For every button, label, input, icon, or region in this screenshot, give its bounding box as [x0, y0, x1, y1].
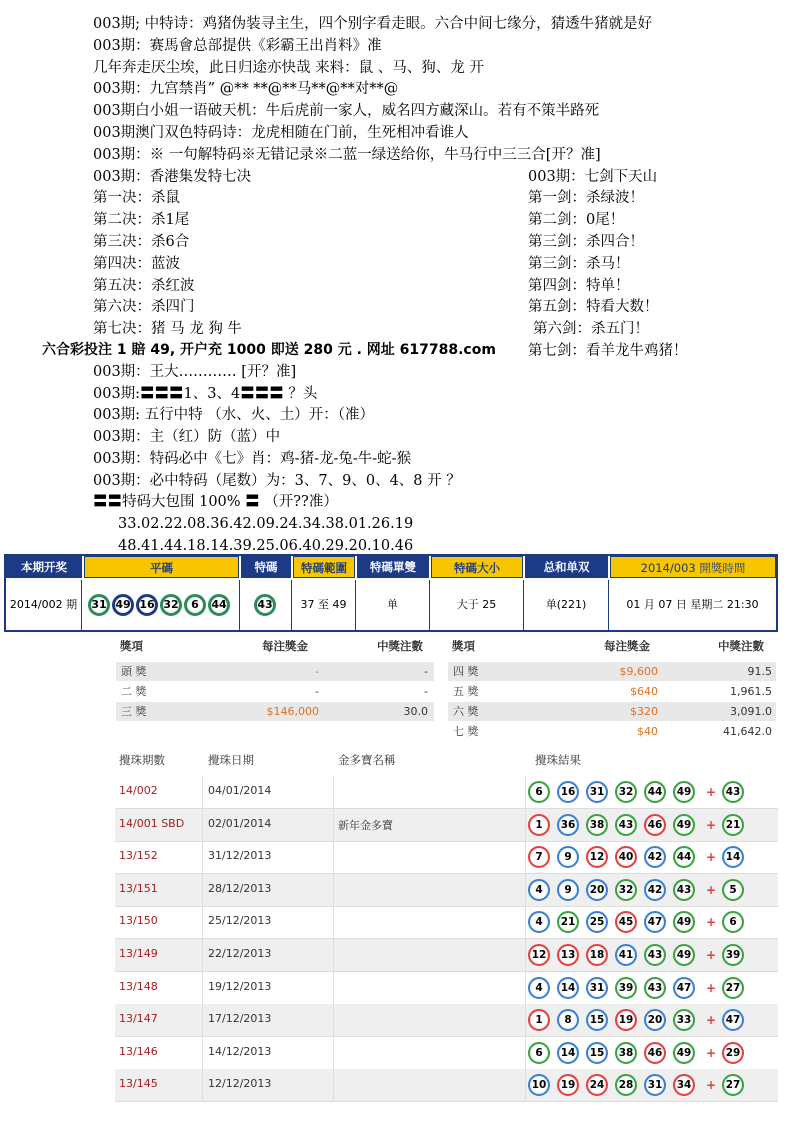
result-ball: 4: [528, 977, 550, 999]
result-ball: 7: [528, 846, 550, 868]
right-text-line: 第五剑：特看大数！: [528, 299, 659, 315]
history-row: [115, 809, 778, 842]
prize-header: 每注獎金: [262, 639, 308, 653]
history-period[interactable]: 14/002: [119, 784, 158, 797]
prize-row: [448, 662, 776, 681]
header-draw-time: 2014/003 開獎時間: [610, 556, 776, 578]
right-text-line: 第三剑：杀马！: [528, 256, 630, 272]
prize-count: 91.5: [747, 665, 772, 678]
history-period[interactable]: 13/148: [119, 979, 158, 993]
result-ball: 20: [644, 1009, 666, 1031]
right-text-line: 第一剑：杀绿波！: [528, 190, 644, 206]
text-line: 第二决：杀1尾: [93, 212, 190, 228]
prize-count: 30.0: [403, 705, 428, 718]
history-row: [115, 841, 778, 874]
result-ball: 10: [528, 1074, 550, 1096]
result-ball: 32: [615, 781, 637, 803]
result-ball: 43: [615, 814, 637, 836]
right-text-line: 第六剑：杀五门！: [533, 321, 649, 337]
history-row: [115, 776, 778, 809]
result-ball: 21: [557, 911, 579, 933]
plus-sign: +: [706, 915, 717, 930]
history-header-date: 攪珠日期: [208, 753, 254, 767]
history-row: [115, 972, 778, 1005]
right-text-line: 第三剑：杀四合！: [528, 234, 644, 250]
result-ball: 31: [644, 1074, 666, 1096]
column-divider: [333, 972, 334, 1004]
prize-amount: $146,000: [266, 705, 319, 718]
text-line: 003期：必中特码（尾数）为：3、7、9、0、4、8 开 ？: [93, 473, 461, 489]
column-divider: [202, 776, 203, 808]
history-header-name: 金多寶名稱: [338, 753, 396, 767]
history-row: [115, 1037, 778, 1070]
text-line: 003期：九宫禁肖” @** **@**马**@**对**@: [93, 81, 399, 97]
text-line: 几年奔走厌尘埃，此日归途亦快哉 来料：鼠 、马、狗、龙 开: [93, 60, 484, 76]
column-divider: [202, 841, 203, 873]
plus-sign: +: [706, 785, 717, 799]
column-divider: [525, 972, 526, 1004]
special-result-ball: 27: [722, 977, 744, 999]
text-line: 003期：香港集发特七决: [93, 169, 252, 185]
history-period[interactable]: 13/149: [119, 947, 158, 960]
result-ball: 13: [557, 944, 579, 966]
result-ball: 25: [586, 911, 608, 933]
header-range: 特碼範圍: [293, 556, 355, 578]
prize-header: 中獎注數: [377, 639, 423, 653]
text-line: 003期澳门双色特码诗：龙虎相随在门前，生死相冲看谁人: [93, 125, 469, 141]
column-divider: [525, 841, 526, 873]
result-ball: 42: [644, 879, 666, 901]
history-date: 22/12/2013: [208, 947, 272, 960]
text-line: 第三决：杀6合: [93, 234, 190, 250]
header-odd-even: 特碼單雙: [357, 556, 429, 578]
history-row: [115, 1069, 778, 1102]
history-period[interactable]: 13/150: [119, 914, 158, 928]
result-ball: 1: [528, 1009, 550, 1031]
result-ball: 12: [586, 846, 608, 868]
special-result-ball: 6: [722, 911, 744, 933]
result-ball: 20: [586, 879, 608, 901]
result-ball: 14: [557, 977, 579, 999]
result-ball: 1: [528, 814, 550, 836]
plus-sign: +: [706, 1078, 717, 1093]
history-date: 14/12/2013: [208, 1044, 272, 1058]
column-divider: [333, 939, 334, 971]
result-ball: 4: [528, 911, 550, 933]
column-divider: [525, 776, 526, 808]
history-name: 新年金多寶: [338, 818, 393, 832]
special-ball-cell: [240, 580, 292, 630]
column-divider: [333, 1037, 334, 1069]
prize-header: 每注獎金: [604, 639, 650, 653]
prize-row: [448, 682, 776, 701]
result-ball: 34: [673, 1074, 695, 1096]
text-line: 第四决：蓝波: [93, 256, 180, 272]
prize-amount: $320: [630, 705, 658, 718]
column-divider: [333, 809, 334, 841]
ball: 6: [184, 594, 206, 616]
header-sum: 总和单双: [525, 556, 608, 578]
text-line: 第五决：杀红波: [93, 278, 195, 294]
text-line: 003期：赛馬會总部提供《彩霸王出肖料》准: [93, 38, 382, 54]
history-date: 02/01/2014: [208, 816, 272, 830]
result-ball: 28: [615, 1074, 637, 1096]
column-divider: [202, 939, 203, 971]
special-size: 大于 25: [430, 580, 524, 630]
column-divider: [202, 1004, 203, 1036]
history-period[interactable]: 14/001 SBD: [119, 816, 185, 830]
special-result-ball: 14: [722, 846, 744, 868]
regular-balls: [82, 580, 240, 630]
column-divider: [525, 1004, 526, 1036]
result-ball: 38: [586, 814, 608, 836]
column-divider: [525, 939, 526, 971]
prize-amount: $640: [630, 685, 658, 698]
history-header-result: 攪珠結果: [535, 753, 581, 767]
promo-banner[interactable]: 六合彩投注 1 賠 49, 开户充 1000 即送 280 元 . 网址 617788.com: [42, 342, 496, 358]
result-ball: 49: [673, 1042, 695, 1064]
history-period[interactable]: 13/152: [119, 849, 158, 863]
number-line: 33.02.22.08.36.42.09.24.34.38.01.26.19: [118, 516, 414, 532]
history-date: 04/01/2014: [208, 784, 272, 797]
prize-name: 七 獎: [453, 725, 479, 738]
result-ball: 49: [673, 781, 695, 803]
column-divider: [525, 809, 526, 841]
prize-header: 中獎注數: [718, 639, 764, 653]
prize-count: 1,961.5: [730, 685, 772, 698]
special-result-ball: 43: [722, 781, 744, 803]
prize-amount: $9,600: [619, 665, 658, 678]
special-odd-even: 单: [356, 580, 430, 630]
result-ball: 16: [557, 781, 579, 803]
plus-sign: +: [706, 1013, 717, 1028]
text-line: 第七决：猪 马 龙 狗 牛: [93, 321, 242, 337]
history-date: 25/12/2013: [208, 914, 272, 928]
column-divider: [525, 1037, 526, 1069]
result-ball: 24: [586, 1074, 608, 1096]
column-divider: [202, 906, 203, 938]
plus-sign: +: [706, 850, 717, 865]
ball: 44: [208, 594, 230, 616]
result-ball: 8: [557, 1009, 579, 1031]
result-ball: 44: [644, 781, 666, 803]
text-line: 003期; 中特诗：鸡猪伪装寻主生，四个别字看走眼。六合中间七缘分，猜透牛猪就是好: [93, 16, 653, 32]
prize-count: 41,642.0: [723, 725, 772, 738]
right-text-line: 第二剑：0尾！: [528, 212, 625, 228]
right-text-line: 003期：七剑下天山: [528, 169, 658, 185]
result-ball: 42: [644, 846, 666, 868]
right-text-line: 第七剑：看羊龙牛鸡猪！: [528, 343, 688, 359]
result-ball: 45: [615, 911, 637, 933]
text-line: 003期:〓〓〓1、3、4〓〓〓 ？头: [93, 386, 318, 402]
ball: 16: [136, 594, 158, 616]
result-ball: 49: [673, 911, 695, 933]
history-row: [115, 874, 778, 907]
prize-count: 3,091.0: [730, 705, 772, 718]
draw-period: 2014/002 期: [6, 580, 82, 630]
history-row: [115, 906, 778, 939]
result-ball: 41: [615, 944, 637, 966]
history-row: [115, 1004, 778, 1037]
result-ball: 43: [644, 944, 666, 966]
ball: 49: [112, 594, 134, 616]
column-divider: [202, 874, 203, 906]
special-result-ball: 29: [722, 1042, 744, 1064]
history-date: 19/12/2013: [208, 979, 272, 993]
result-ball: 44: [673, 846, 695, 868]
special-ball: 43: [254, 594, 276, 616]
result-ball: 40: [615, 846, 637, 868]
history-date: 28/12/2013: [208, 881, 272, 895]
header-regular: 平碼: [84, 556, 239, 578]
header-special: 特碼: [241, 556, 291, 578]
special-range: 37 至 49: [292, 580, 356, 630]
column-divider: [333, 841, 334, 873]
header-current-draw: 本期开奖: [6, 556, 82, 578]
text-line: 003期：王大………… [开？准]: [93, 364, 297, 380]
result-ball: 49: [673, 944, 695, 966]
prize-amount: -: [315, 665, 319, 678]
result-ball: 9: [557, 846, 579, 868]
column-divider: [333, 874, 334, 906]
history-period[interactable]: 13/146: [119, 1044, 158, 1058]
result-ball: 6: [528, 1042, 550, 1064]
history-row: [115, 939, 778, 972]
prize-row: [116, 702, 434, 721]
result-ball: 6: [528, 781, 550, 803]
prize-name: 五 獎: [453, 685, 479, 698]
prize-count: -: [424, 685, 428, 698]
special-result-ball: 27: [722, 1074, 744, 1096]
result-ball: 47: [644, 911, 666, 933]
prize-count: -: [424, 665, 428, 678]
column-divider: [202, 809, 203, 841]
text-line: 003期: 五行中特 （水、火、土）开：（准）: [93, 407, 375, 423]
column-divider: [333, 1004, 334, 1036]
text-line: 第六决：杀四门: [93, 299, 195, 315]
text-line: 003期：主（红）防（蓝）中: [93, 429, 281, 445]
column-divider: [525, 1069, 526, 1101]
column-divider: [333, 776, 334, 808]
prize-amount: $40: [637, 725, 658, 738]
history-period[interactable]: 13/147: [119, 1012, 158, 1026]
result-ball: 46: [644, 1042, 666, 1064]
result-ball: 31: [586, 781, 608, 803]
prize-amount: -: [315, 685, 319, 698]
column-divider: [525, 906, 526, 938]
prize-row: [448, 722, 776, 741]
column-divider: [333, 906, 334, 938]
result-ball: 49: [673, 814, 695, 836]
result-ball: 9: [557, 879, 579, 901]
header-size: 特碼大小: [431, 556, 523, 578]
prize-row: [116, 662, 434, 681]
history-date: 17/12/2013: [208, 1012, 272, 1026]
result-ball: 4: [528, 879, 550, 901]
history-period[interactable]: 13/145: [119, 1077, 158, 1091]
ball: 32: [160, 594, 182, 616]
right-text-line: 第四剑：特单！: [528, 278, 630, 294]
result-ball: 19: [615, 1009, 637, 1031]
prize-name: 四 獎: [453, 665, 479, 678]
column-divider: [202, 1069, 203, 1101]
sum-odd-even: 单(221): [524, 580, 609, 630]
history-period[interactable]: 13/151: [119, 881, 158, 895]
special-result-ball: 47: [722, 1009, 744, 1031]
text-line: 〓〓特码大包围 100% 〓 （开??准）: [93, 494, 338, 510]
text-line: 003期白小姐一语破天机：牛后虎前一家人，威名四方藏深山。若有不策半路死: [93, 103, 600, 119]
text-line: 第一决：杀鼠: [93, 190, 180, 206]
result-ball: 14: [557, 1042, 579, 1064]
column-divider: [202, 972, 203, 1004]
column-divider: [525, 874, 526, 906]
result-ball: 18: [586, 944, 608, 966]
result-ball: 15: [586, 1009, 608, 1031]
history-date: 31/12/2013: [208, 849, 272, 863]
result-ball: 33: [673, 1009, 695, 1031]
prize-name: 三 獎: [121, 705, 147, 718]
result-ball: 39: [615, 977, 637, 999]
prize-name: 二 獎: [121, 685, 147, 698]
result-ball: 47: [673, 977, 695, 999]
result-ball: 15: [586, 1042, 608, 1064]
special-result-ball: 39: [722, 944, 744, 966]
ball: 31: [88, 594, 110, 616]
special-result-ball: 5: [722, 879, 744, 901]
column-divider: [202, 1037, 203, 1069]
result-ball: 43: [644, 977, 666, 999]
prize-header: 獎項: [452, 639, 475, 653]
prize-name: 頭 獎: [121, 665, 147, 678]
result-ball: 43: [673, 879, 695, 901]
result-ball: 46: [644, 814, 666, 836]
result-ball: 12: [528, 944, 550, 966]
result-ball: 32: [615, 879, 637, 901]
prize-header: 獎項: [120, 639, 143, 653]
plus-sign: +: [706, 882, 717, 897]
draw-result-table: [4, 554, 778, 632]
result-ball: 36: [557, 814, 579, 836]
prize-name: 六 獎: [453, 705, 479, 718]
history-header-period: 攪珠期數: [119, 753, 165, 767]
next-draw-time: 01 月 07 日 星期二 21:30: [626, 598, 759, 611]
text-line: 003期：※ 一句解特码※无错记录※二蓝一绿送给你，牛马行中三三合[开？准]: [93, 147, 601, 163]
text-line: 003期：特码必中《七》肖：鸡-猪-龙-兔-牛-蛇-猴: [93, 451, 412, 467]
prize-row: [116, 682, 434, 701]
column-divider: [333, 1069, 334, 1101]
history-date: 12/12/2013: [208, 1077, 272, 1091]
special-result-ball: 21: [722, 814, 744, 836]
result-ball: 38: [615, 1042, 637, 1064]
plus-sign: +: [706, 980, 717, 995]
plus-sign: +: [706, 948, 717, 962]
plus-sign: +: [706, 817, 717, 832]
result-ball: 31: [586, 977, 608, 999]
plus-sign: +: [706, 1045, 717, 1060]
prize-row: [448, 702, 776, 721]
result-ball: 19: [557, 1074, 579, 1096]
number-line: 48.41.44.18.14.39.25.06.40.29.20.10.46: [118, 538, 414, 554]
